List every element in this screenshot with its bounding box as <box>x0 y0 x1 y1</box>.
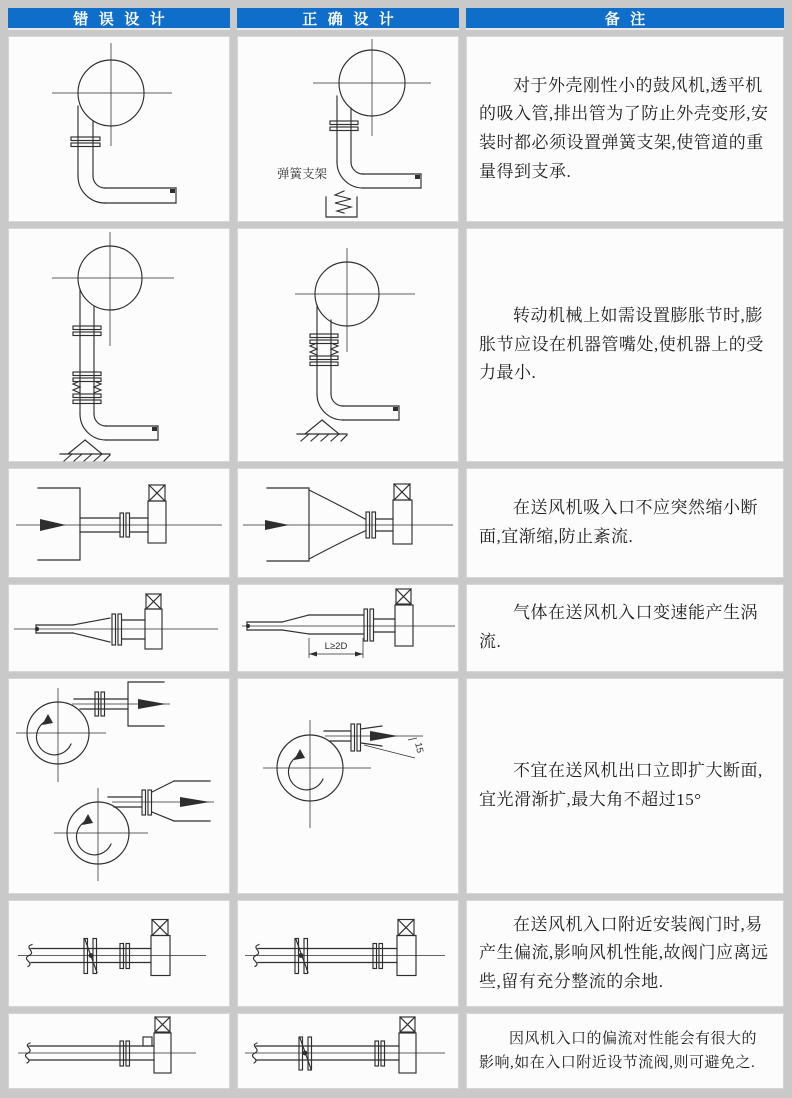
row5-wrong-diagram <box>8 678 230 894</box>
header-correct-design <box>237 8 459 30</box>
row6-wrong-cell <box>8 900 230 1007</box>
row7-correct-cell <box>237 1013 459 1089</box>
remark-text: 不宜在送风机出口立即扩大断面,宜光滑渐扩,最大角不超过15° <box>479 761 763 809</box>
flow-arrow-icon <box>180 797 210 807</box>
dimension-annotation <box>309 638 363 658</box>
elbow-pipe <box>80 414 158 440</box>
fan-front-view <box>154 1017 171 1073</box>
flange-icon <box>351 724 361 751</box>
fan-scroll-view <box>16 688 106 782</box>
row4-wrong-diagram <box>8 584 230 672</box>
row6-correct-diagram <box>237 900 459 1007</box>
diffuser-cone <box>73 618 110 642</box>
valve-icon <box>299 1037 312 1070</box>
header-remark-label: 备注 <box>604 10 656 28</box>
flow-arrow-icon <box>370 731 398 741</box>
flange-icon <box>142 790 152 815</box>
remark-text: 因风机入口的偏流对性能会有很大的影响,如在入口附近设节流阀,则可避免之. <box>479 1031 758 1071</box>
rotation-arrow-icon <box>36 721 71 755</box>
flange-icon <box>73 326 101 336</box>
fan-side-view <box>52 43 172 146</box>
elbow-pipe <box>78 176 176 203</box>
flow-arrow-icon <box>138 699 166 709</box>
row4-remark-cell <box>466 584 784 672</box>
row7-remark-cell <box>466 1013 784 1089</box>
rotation-arrow-icon <box>76 821 111 855</box>
remark-text: 转动机械上如需设置膨胀节时,膨胀节应设在机器管嘴处,使机器上的受力最小. <box>479 306 764 383</box>
suction-pipe <box>80 289 94 414</box>
fan-front-view <box>393 484 412 544</box>
angle-annotation <box>364 738 425 758</box>
expansion-joint-icon <box>73 372 101 404</box>
fan-front-view <box>145 594 162 649</box>
row1-correct-diagram <box>237 36 459 222</box>
row2-wrong-cell <box>8 228 230 462</box>
suction-pipe <box>317 305 331 394</box>
diffuser-cone <box>282 615 363 634</box>
fan-front-view <box>395 589 413 646</box>
ground-support-icon <box>297 420 347 441</box>
row2-remark-cell <box>466 228 784 462</box>
flow-arrow-icon <box>265 520 289 530</box>
row5-wrong-cell <box>8 678 230 894</box>
ground-support-icon <box>60 440 110 461</box>
min-length-label: L≥2D <box>324 641 348 652</box>
remark-text: 气体在送风机入口变速能产生涡流. <box>479 603 758 651</box>
header-wrong-design <box>8 8 230 30</box>
row3-remark-cell <box>466 468 784 578</box>
flange-icon <box>375 1041 385 1066</box>
elbow-pipe <box>317 394 399 420</box>
remark-text: 对于外壳刚性小的鼓风机,透平机的吸入管,排出管为了防止外壳变形,安装时都必须设置弹簧支架,使管道的重量得到支承. <box>479 75 769 181</box>
row4-correct-diagram <box>237 584 459 672</box>
row7-correct-diagram <box>237 1013 459 1089</box>
header-correct-label: 正确设计 <box>302 10 405 28</box>
flange-icon <box>330 121 358 131</box>
header-remarks <box>466 8 784 30</box>
row4-correct-cell <box>237 584 459 672</box>
row1-correct-cell <box>237 36 459 222</box>
row6-wrong-diagram <box>8 900 230 1007</box>
header-wrong-label: 错误设计 <box>73 10 176 28</box>
remark-text: 在送风机吸入口不应突然缩小断面,宜渐缩,防止紊流. <box>479 498 758 546</box>
fan-side-view <box>52 232 174 346</box>
flow-arrow-icon <box>40 519 66 531</box>
pipe <box>122 620 145 639</box>
row2-correct-diagram <box>237 228 459 462</box>
flange-icon <box>120 1041 130 1066</box>
fan-front-view <box>148 485 166 543</box>
row3-correct-diagram <box>237 468 459 578</box>
fan-front-view <box>397 920 416 976</box>
row3-wrong-cell <box>8 468 230 578</box>
row5-correct-diagram <box>237 678 459 894</box>
row4-wrong-cell <box>8 584 230 672</box>
row1-remark-cell <box>466 36 784 222</box>
fan-front-view <box>399 1017 416 1073</box>
row2-correct-cell <box>237 228 459 462</box>
row1-wrong-diagram <box>8 36 230 222</box>
flange-icon <box>71 137 100 147</box>
row3-correct-cell <box>237 468 459 578</box>
expansion-joint-icon <box>310 334 338 366</box>
valve-icon <box>84 939 97 974</box>
table-grid <box>8 8 784 1089</box>
elbow-pipe <box>337 162 421 188</box>
row5-correct-cell <box>237 678 459 894</box>
spring-support-label: 弹簧支架 <box>277 167 328 181</box>
row6-remark-cell <box>466 900 784 1007</box>
row7-wrong-cell <box>8 1013 230 1089</box>
flange-icon <box>112 614 122 645</box>
row7-wrong-diagram <box>8 1013 230 1089</box>
fan-side-view <box>295 248 415 352</box>
row1-wrong-cell <box>8 36 230 222</box>
flange-icon <box>120 944 130 969</box>
inlet-stub-icon <box>143 1037 152 1046</box>
remark-text: 在送风机入口附近安装阀门时,易产生偏流,影响风机性能,故阀门应离远些,留有充分整流的余地. <box>479 914 769 991</box>
flange-icon <box>364 609 374 641</box>
flange-icon <box>373 944 383 969</box>
row3-wrong-diagram <box>8 468 230 578</box>
row2-wrong-diagram <box>8 228 230 462</box>
row5-remark-cell <box>466 678 784 894</box>
spring-support-icon <box>326 191 357 217</box>
max-angle-label: 15 <box>412 741 426 755</box>
rotation-arrow-icon <box>288 756 323 790</box>
row6-correct-cell <box>237 900 459 1007</box>
fan-front-view <box>151 920 170 976</box>
valve-icon <box>295 939 308 974</box>
pipe <box>374 619 395 632</box>
